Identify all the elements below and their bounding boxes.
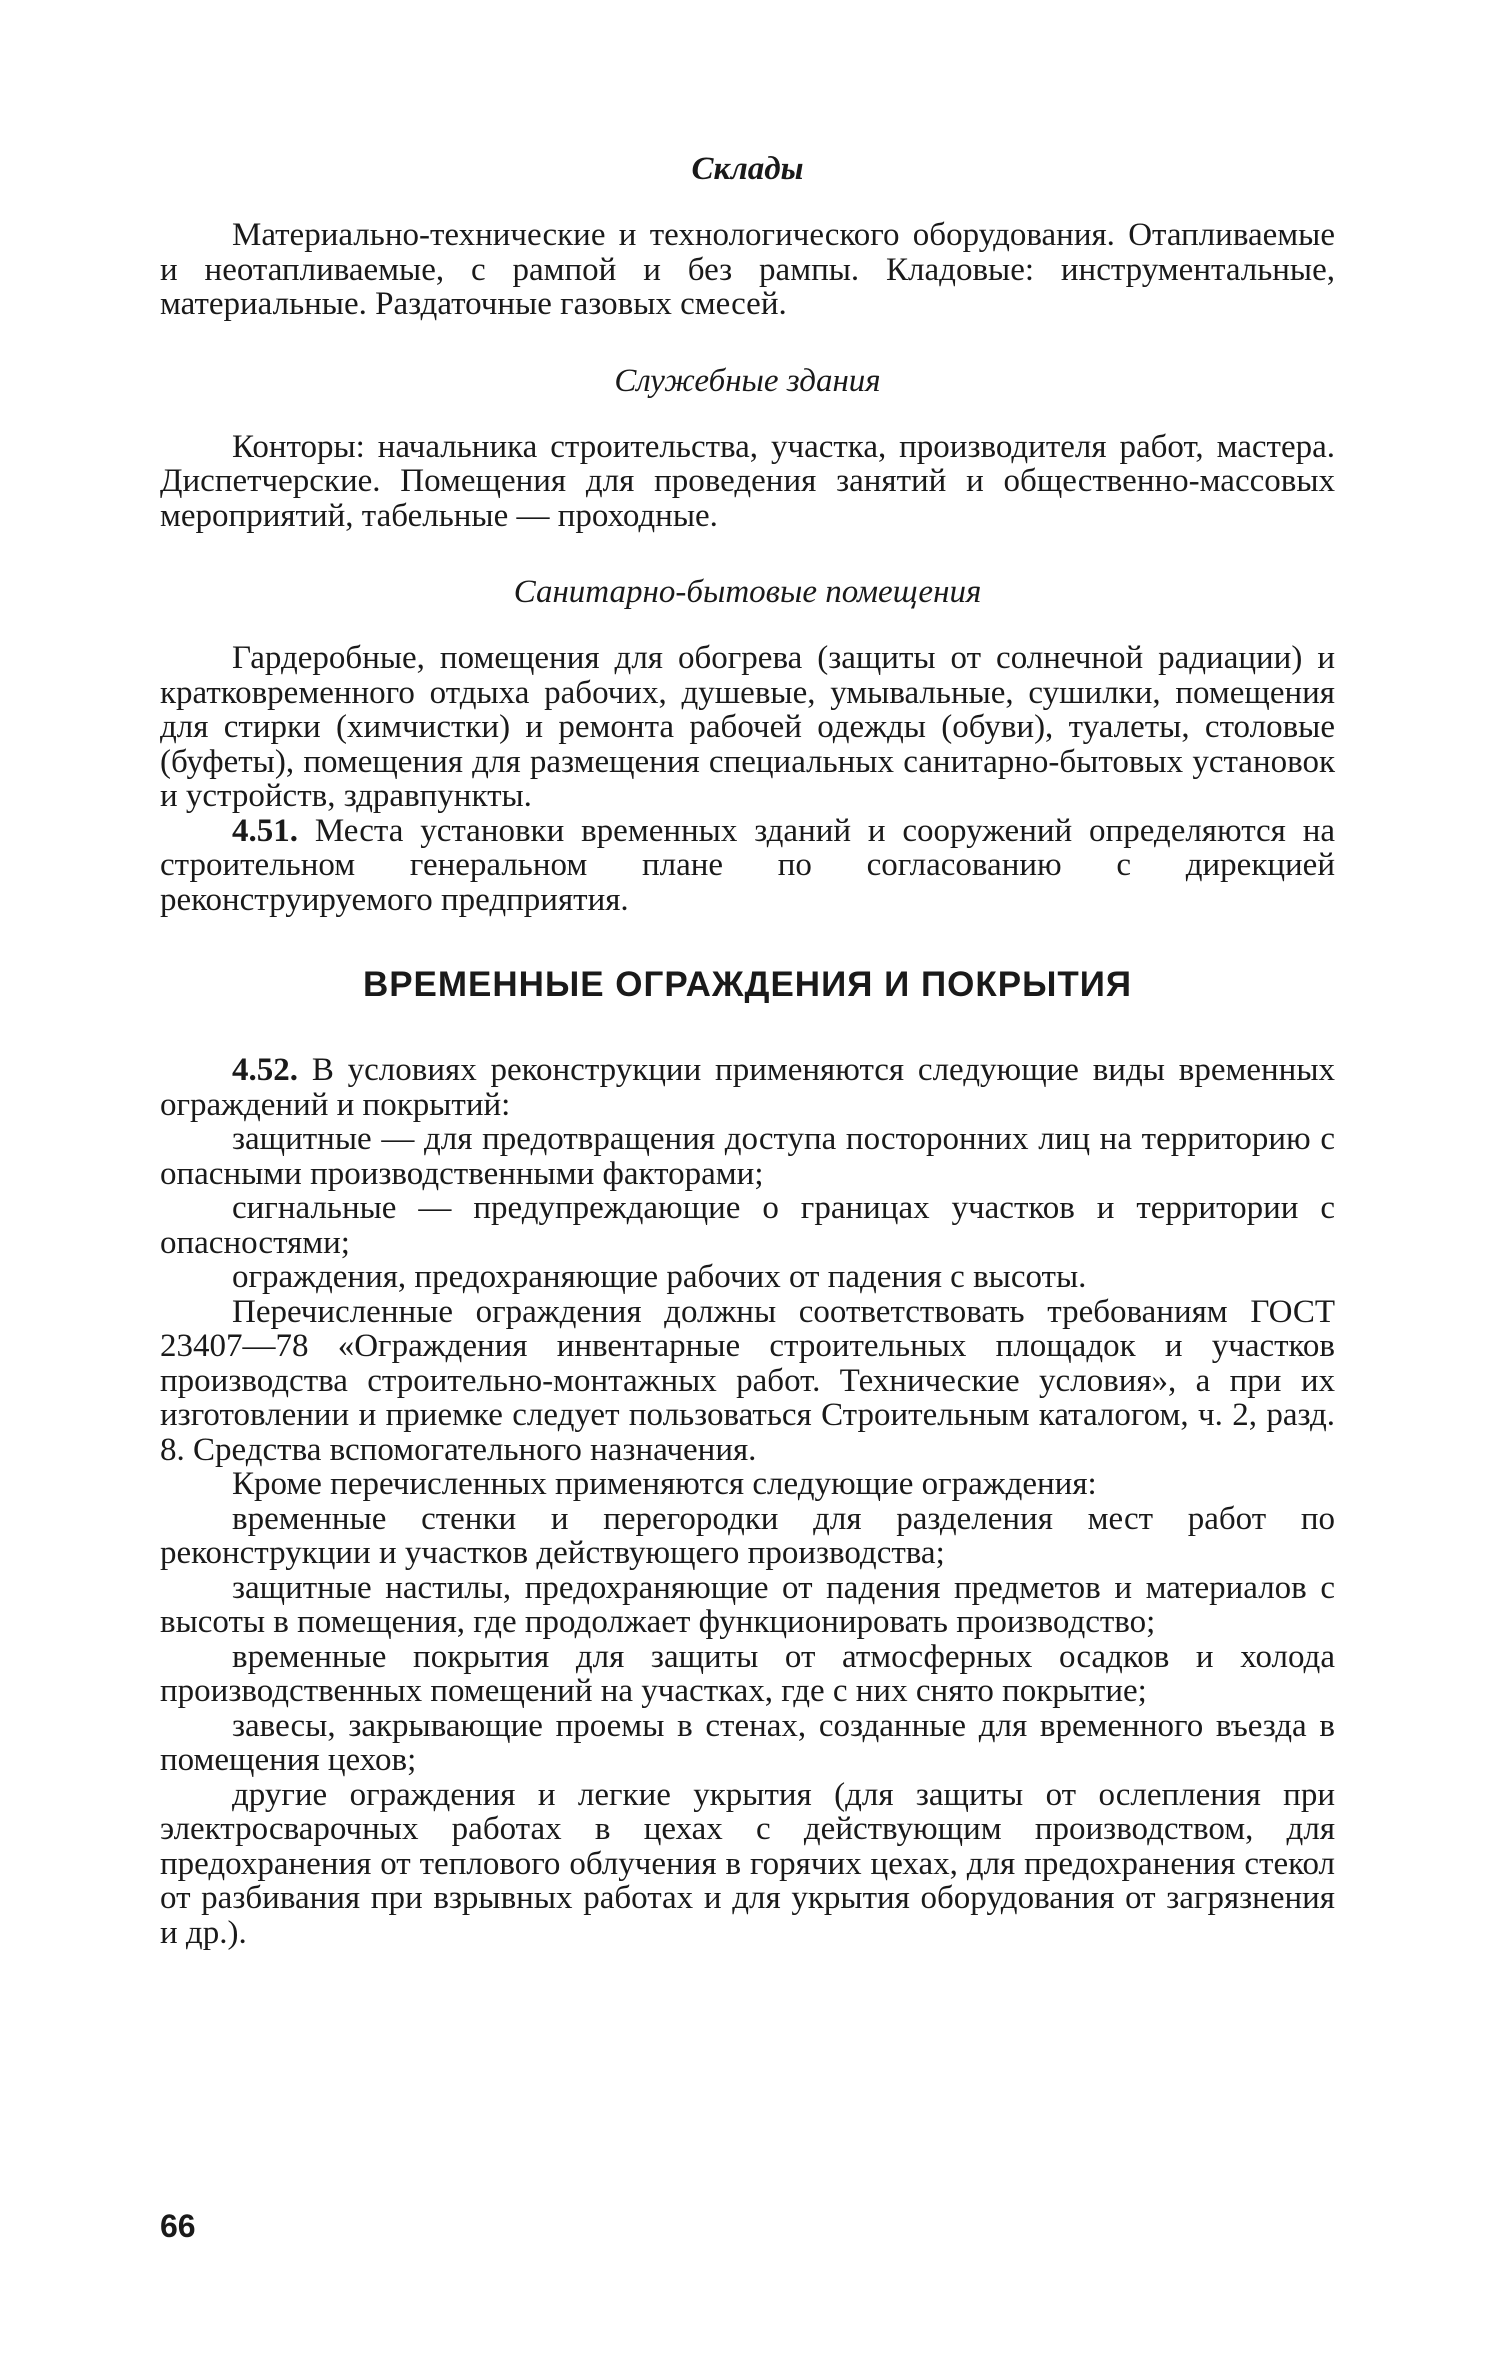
section-title-service-buildings: Служебные здания	[614, 362, 881, 399]
list-item: ограждения, предохраняющие рабочих от падения с высоты.	[232, 1259, 1087, 1295]
clause-4-52	[160, 1053, 1335, 1122]
list-item: защитные — для предотвращения доступа посторонних лиц на территорию с опасными производственными факторами;	[160, 1121, 1335, 1192]
list-item: временные покрытия для защиты от атмосферных осадков и холода производственных помещений на участках, где с них снято покрытие;	[160, 1638, 1335, 1709]
clause-text: В условиях реконструкции применяются следующие виды временных ограждений и покрытий:	[160, 1052, 1336, 1123]
clause-4-51	[160, 814, 1335, 918]
list-item: завесы, закрывающие проемы в стенах, созданные для временного въезда в помещения цехов;	[160, 1707, 1335, 1778]
sanitary-paragraph: Гардеробные, помещения для обогрева (защиты от солнечной радиации) и кратковременного отдыха рабочих, душевые, умывальные, сушилки, помещения для стирки (химчистки) и ремонта рабочей одежды (обуви), туалеты, столовые (буфеты), помещения для размещения специальных санитарно-бытовых установок и устройств, здравпункты.	[160, 640, 1335, 814]
section-title-warehouses: Склады	[691, 151, 804, 187]
gost-paragraph: Перечисленные ограждения должны соответствовать требованиям ГОСТ 23407—78 «Ограждения инвентарные строительных площадок и участков производства строительно-монтажных работ. Технические условия», а при их изготовлении и приемке следует пользоваться Строительным каталогом, ч. 2, разд. 8. Средства вспомогательного назначения.	[160, 1293, 1335, 1468]
page-number: 66	[160, 2208, 196, 2244]
list-item: другие ограждения и легкие укрытия (для защиты от ослепления при электросварочных работах в цехах с действующим производством, для предохранения от теплового облучения в горячих цехах, для предохранения стекол от разбивания при взрывных работах и для укрытия оборудования от загрязнения и др.).	[160, 1776, 1335, 1951]
warehouses-paragraph: Материально-технические и технологического оборудования. Отапливаемые и неотапливаемые, с рампой и без рампы. Кладовые: инструментальные, материальные. Раздаточные газовых смесей.	[160, 217, 1335, 322]
clause-text: Места установки временных зданий и сооружений определяются на строительном генеральном плане по согласованию с дирекцией реконструируемого предприятия.	[160, 812, 1336, 918]
page-content	[160, 150, 1335, 1950]
list-item: сигнальные — предупреждающие о границах участков и территории с опасностями;	[160, 1190, 1335, 1261]
clause-number: 4.52.	[232, 1052, 298, 1088]
list-item: временные стенки и перегородки для разделения мест работ по реконструкции и участков действующего производства;	[160, 1500, 1335, 1571]
section-title-sanitary: Санитарно-бытовые помещения	[513, 574, 982, 610]
section-title-temporary-fences: ВРЕМЕННЫЕ ОГРАЖДЕНИЯ И ПОКРЫТИЯ	[362, 965, 1133, 1004]
additional-fences-intro: Кроме перечисленных применяются следующие ограждения:	[232, 1466, 1097, 1502]
service-buildings-paragraph: Конторы: начальника строительства, участка, производителя работ, мастера. Диспетчерские. Помещения для проведения занятий и общественно-массовых мероприятий, табельные — проходные.	[160, 428, 1335, 534]
list-item: защитные настилы, предохраняющие от падения предметов и материалов с высоты в помещения, где продолжает функционировать производство;	[160, 1569, 1335, 1640]
clause-number: 4.51.	[232, 812, 298, 849]
